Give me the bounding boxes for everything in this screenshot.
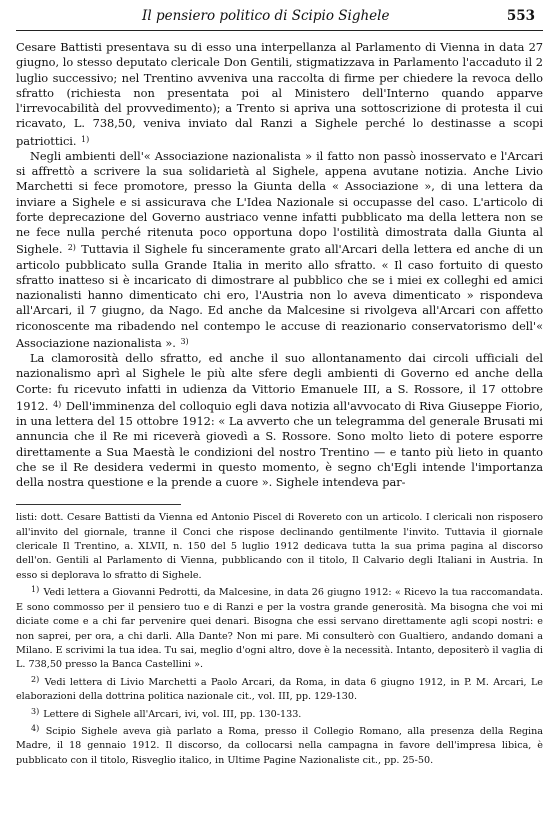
footnote-number: 1) — [31, 585, 40, 595]
paragraph — [16, 40, 543, 149]
paragraph — [16, 351, 543, 490]
footnote-number: 4) — [31, 723, 40, 733]
footnotes — [16, 511, 543, 768]
footnote-marker: 1) — [81, 134, 90, 144]
running-title: Il pensiero politico di Scipio Sighele — [142, 8, 390, 24]
footnote-text: Vedi lettera a Giovanni Pedrotti, da Malcesine, in data 26 giugno 1912: « Ricevo la tua raccomandata. E sono commosso per il pensiero tuo e di Ranzi e per la vostra grande generosità. Ma bisogna che voi mi diciate come e a chi far pervenire quei denari. Bisogna che essi servano direttamente agli scopi nostri: e non saprei, per ora, a chi darli. Alla Dante? Non mi pare. Mi consulterò con Gualtiero, andando domani a Milano. E scrivimi la tua idea. Tu sai, meglio d'ogni altro, dove è la necessità. Intanto, depositerò il vaglia di L. 738,50 presso la Banca Castellini ». — [16, 587, 543, 671]
paragraph-text: Negli ambienti dell'« Associazione nazionalista » il fatto non passò inosservato e l'Arcari si affrettò a scrivere la sua solidarietà al Sighele, appena avutane notizia. Anche Livio Marchetti si fece promotore, presso la Giunta della « Associazione », di una lettera da inviare a Sighele e si assicurava che L'Idea Nazionale si occupasse del caso. L'articolo di forte deprecazione del Governo austriaco venne infatti pubblicato ma della lettera non se ne fece nulla perché ritenuta poco opportuna dopo l'ostilità dimostrata dalla Giunta al Sighele. — [16, 148, 543, 257]
paragraph-text: Dell'imminenza del colloquio egli dava notizia all'avvocato di Riva Giuseppe Fiorio, in una lettera del 15 ottobre 1912: « La avverto che un telegramma del generale Brusati mi annuncia che il Re mi riceverà giovedì a S. Rossore. Sono molto lieto di potere esporre direttamente a Sua Maestà le condizioni del nostro Trentino — e tanto più lieto in quanto che se il Re desidera vedermi in questo momento, è segno ch'Egli intende l'importanza della nostra questione e la prende a cuore ». Sighele intendeva par- — [16, 398, 544, 489]
footnote-marker: 2) — [67, 243, 76, 253]
main-text — [16, 40, 543, 490]
paragraph-text: Cesare Battisti presentava su di esso una interpellanza al Parlamento di Vienna in data 27 giugno, lo stesso deputato clericale Don Gentili, stigmatizzava in Parlamento l'accaduto il 2 luglio successivo; nel Trentino avveniva una raccolta di firme per chiedere la revoca dello sfratto (richiesta non presentata poi al Ministero dell'Interno quando apparve l'irrevocabilità del provvedimento); a Trento si apriva una sottoscrizione di protesta il cui ricavato, L. 738,50, veniva inviato dal Ranzi a Sighele perché lo destinasse a scopi patriottici. — [16, 40, 543, 148]
footnote-text: Lettere di Sighele all'Arcari, ivi, vol. III, pp. 130-133. — [43, 708, 302, 720]
footnote-continuation: listi: dott. Cesare Battisti da Vienna ed Antonio Piscel di Rovereto con un articolo. I clericali non risposero all'invito del giornale, tranne il Conci che rispose declinando gentilmente l'invito. Tuttavia il giornale clericale Il Trentino, a. XLVII, n. 150 del 5 luglio 1912 dedicava tutta la sua prima pagina al discorso dell'on. Gentili al Parlamento di Vienna, pubblicando con il titolo, Il Calvario degli Italiani in Austria. In esso si deplorava lo sfratto di Sighele. — [16, 512, 543, 581]
footnote-1 — [16, 583, 543, 672]
running-header — [16, 0, 543, 31]
document-page — [16, 0, 543, 768]
paragraph-text: La clamorosità dello sfratto, ed anche il suo allontanamento dai circoli ufficiali del nazionalismo aprì al Sighele le più alte sfere degli ambienti di Governo ed anche della Corte: fu ricevuto infatti in udienza da Vittorio Emanuele III, a S. Rossore, il 17 ottobre 1912. — [16, 351, 543, 413]
footnote-marker: 4) — [53, 399, 62, 409]
footnote-4 — [16, 722, 543, 768]
footnote-divider — [16, 504, 181, 505]
footnote-number: 2) — [31, 674, 40, 684]
footnote-text: Vedi lettera di Livio Marchetti a Paolo Arcari, da Roma, in data 6 giugno 1912, in P. M. Arcari, Le elaborazioni della dottrina politica nazionale cit., vol. III, pp. 129-130. — [16, 676, 543, 703]
footnote-2 — [16, 673, 543, 705]
paragraph-text: Tuttavia il Sighele fu sinceramente grato all'Arcari della lettera ed anche di un articolo pubblicato sulla Grande Italia in merito allo sfratto. « Il caso fortuito di questo sfratto inatteso si è incaricato di dimostrare al pubblico che se i miei ex colleghi ed amici nazionalisti hanno dimenticato chi ero, l'Austria non lo aveva dimenticato » rispondeva all'Arcari, il 7 giugno, da Nago. Ed anche da Malcesine si rivolgeva all'Arcari con affetto riconoscente ma ribadendo nel contempo le accuse di reazionario conservatorismo dell'« Associazione nazionalista ». — [16, 242, 543, 350]
footnote-text: Scipio Sighele aveva già parlato a Roma, presso il Collegio Romano, alla presenza della Regina Madre, il 18 gennaio 1912. Il discorso, da collocarsi nella campagna in favore dell'impresa libica, è pubblicato con il titolo, Risveglio italico, in Ultime Pagine Nazionaliste cit., pp. 25-50. — [16, 725, 543, 766]
footnote-3 — [16, 705, 543, 722]
page-number: 553 — [506, 8, 535, 24]
footnote-marker: 3) — [180, 336, 189, 346]
paragraph — [16, 149, 543, 351]
footnote-number: 3) — [31, 706, 40, 716]
